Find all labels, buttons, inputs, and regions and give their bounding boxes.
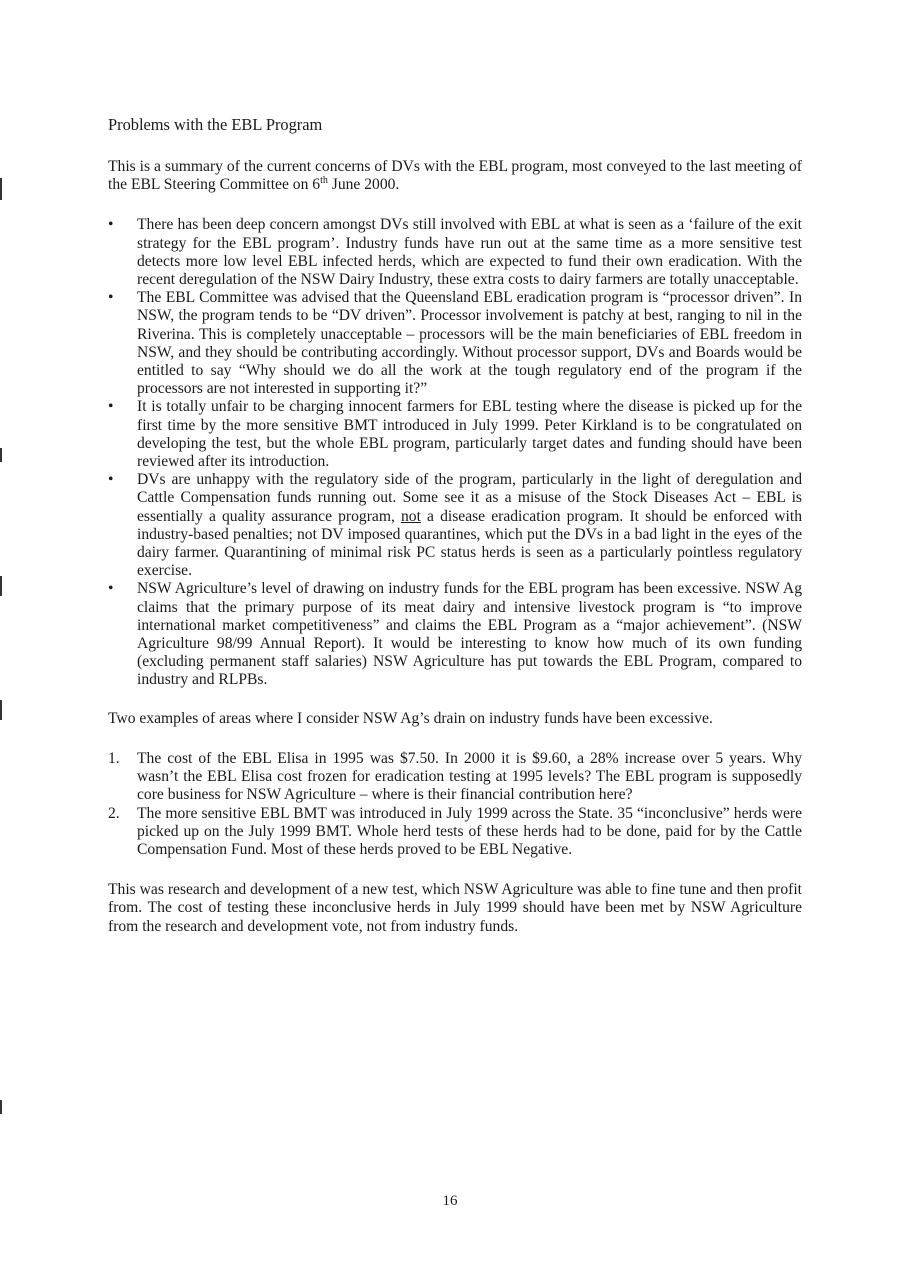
list-item-text-end: a disease eradication program. It should be enforced with industry-based penalties; not DV imposed quarantines, which put the DVs in a bad light in the eyes of the dairy farmer. Quarantining of minimal risk PC status herds is seen as a particularly pointless regulatory exercise. xyxy=(137,507,803,580)
bullet-icon: • xyxy=(108,580,114,598)
list-item xyxy=(108,471,802,580)
concerns-list xyxy=(108,216,802,689)
underlined-word: not xyxy=(400,507,421,525)
page-title: Problems with the EBL Program xyxy=(108,115,323,134)
list-item-text: There has been deep concern amongst DVs still involved with EBL at what is seen as a ‘failure of the exit strategy for the EBL program’. Industry funds have run out at the same time as a more sensitive test detects more low level EBL infected herds, which are expected to fund their own eradication. With the recent deregulation of the NSW Dairy Industry, these extra costs to dairy farmers are totally unacceptable. xyxy=(137,216,802,289)
numbered-item-text: The cost of the EBL Elisa in 1995 was $7.50. In 2000 it is $9.60, a 28% increase over 5 years. Why wasn’t the EBL Elisa cost frozen for eradication testing at 1995 levels? The EBL program is supposedly core business for NSW Agriculture – where is their financial contribution here? xyxy=(137,749,802,804)
document-body xyxy=(108,115,802,958)
scan-margin-mark xyxy=(0,448,2,462)
bullet-icon: • xyxy=(108,216,114,234)
list-item xyxy=(108,216,802,289)
list-item-text: The EBL Committee was advised that the Queensland EBL eradication program is “processor driven”. In NSW, the program tends to be “DV driven”. Processor involvement is patchy at best, ranging to nil in the Riverina. This is completely unacceptable – processors will be the main beneficiaries of EBL freedom in NSW, and they should be contributing accordingly. Without processor support, DVs and Boards would be entitled to say “Why should we do all the work at the tough regulatory end of the program if the processors are not interested in supporting it?” xyxy=(137,289,802,398)
item-number: 1. xyxy=(108,749,120,767)
list-item xyxy=(108,398,802,471)
intro-paragraph xyxy=(108,158,802,194)
numbered-item-text: The more sensitive EBL BMT was introduced in July 1999 across the State. 35 “inconclusive” herds were picked up on the July 1999 BMT. Whole herd tests of these herds had to be done, paid for by the Cattle Compensation Fund. Most of these herds proved to be EBL Negative. xyxy=(137,804,802,858)
numbered-item xyxy=(108,750,802,805)
page-number: 16 xyxy=(442,1193,458,1209)
list-item xyxy=(108,580,802,689)
list-item xyxy=(108,289,802,398)
intro-superscript: th xyxy=(320,175,328,187)
list-item-text: DVs are unhappy with the regulatory side of the program, particularly in the light of deregulation and Cattle Compensation funds running out. Some see it as a misuse of the Stock Diseases Act – EBL is essentially a quality assurance program, xyxy=(137,471,802,525)
scan-margin-mark xyxy=(0,576,2,596)
bullet-icon: • xyxy=(108,471,114,489)
scan-margin-mark xyxy=(0,178,2,200)
intro-text: This is a summary of the current concerns of DVs with the EBL program, most conveyed to the last meeting of the EBL Steering Committee on 6 xyxy=(108,158,802,194)
bullet-icon: • xyxy=(108,398,114,416)
examples-list xyxy=(108,750,802,859)
closing-paragraph: This was research and development of a new test, which NSW Agriculture was able to fine tune and then profit from. The cost of testing these inconclusive herds in July 1999 should have been met by NSW Agriculture from the research and development vote, not from industry funds. xyxy=(108,881,802,935)
list-item-text: NSW Agriculture’s level of drawing on industry funds for the EBL program has been excessive. NSW Ag claims that the primary purpose of its meat dairy and intensive livestock program is “to improve international market competitiveness” and claims the EBL Program as a “major achievement”. (NSW Agriculture 98/99 Annual Report). It would be interesting to know how much of its own funding (excluding permanent staff salaries) NSW Agriculture has put towards the EBL Program, compared to industry and RLPBs. xyxy=(137,580,802,689)
scan-margin-mark xyxy=(0,1100,2,1114)
list-item-text: It is totally unfair to be charging innocent farmers for EBL testing where the disease is picked up for the first time by the more sensitive BMT introduced in July 1999. Peter Kirkland is to be congratulated on developing the test, but the whole EBL program, particularly target dates and funding should have been reviewed after its introduction. xyxy=(137,398,802,471)
examples-intro: Two examples of areas where I consider NSW Ag’s drain on industry funds have been excessive. xyxy=(108,709,713,727)
numbered-item xyxy=(108,805,802,860)
scan-margin-mark xyxy=(0,700,2,720)
bullet-icon: • xyxy=(108,289,114,307)
intro-text-end: June 2000. xyxy=(327,176,400,194)
item-number: 2. xyxy=(108,804,120,822)
